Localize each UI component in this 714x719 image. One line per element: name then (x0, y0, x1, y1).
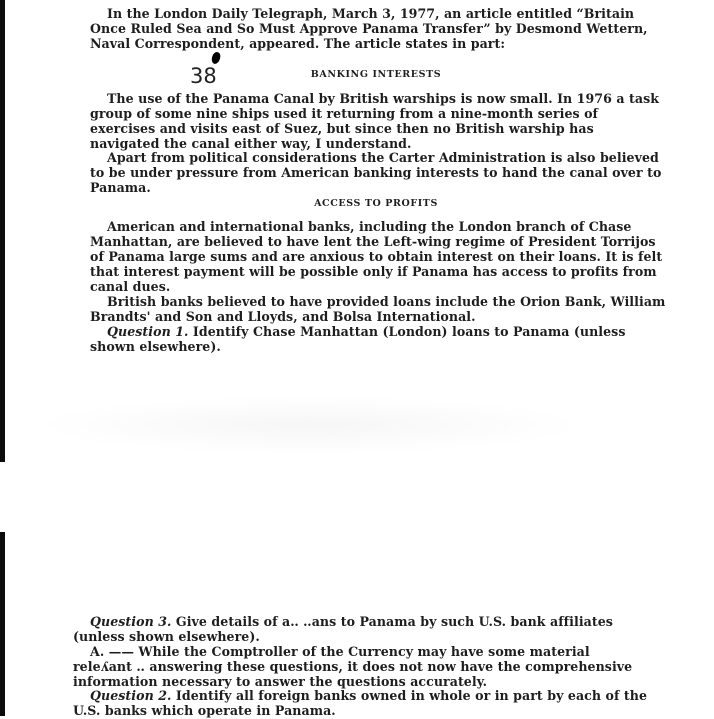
paragraph-british-banks: British banks believed to have provided loans include the Orion Bank, William Brandts' and Son and Lloyds, and Bolsa International. (90, 294, 666, 324)
question-1-label: Question 1. (107, 324, 189, 339)
scan-edge-top (0, 0, 5, 462)
question-2-label: Question 2. (90, 688, 172, 703)
paragraph-warships: The use of the Panama Canal by British warships is now small. In 1976 a task group of some nine ships used it returning from a nine-month series of exercises and visits east of Suez, but since then no British warship has navigated the canal either way, I understand. (90, 91, 659, 151)
question-3-label: Question 3. (90, 614, 172, 629)
question-1 (90, 325, 666, 355)
question-3 (73, 615, 651, 645)
paragraph-american-banks: American and international banks, including the London branch of Chase Manhattan, are believed to have lent the Left-wing regime of President Torrijos of Panama large sums and are anxious to obtain interest on their loans. It is felt that interest payment will be possible only if Panama has access to profits from canal dues. (90, 219, 663, 294)
scan-edge-bottom (0, 532, 5, 716)
paragraph-carter-administration: Apart from political considerations the Carter Administration is also believed to be under pressure from American banking interests to hand the canal over to Panama. (90, 150, 662, 195)
intro-paragraph: In the London Daily Telegraph, March 3, 1977, an article entitled “Britain Once Ruled Sea and So Must Approve Panama Transfer” by Desmond Wettern, Naval Correspondent, appeared. The article states in part: (90, 6, 648, 51)
question-2-text: Identify all foreign banks owned in whole or in part by each of the U.S. banks which operate in Panama. (73, 688, 648, 718)
answer-paragraph: A. —— While the Comptroller of the Currency may have some material releʎant ‥ answering these questions, it does not now have the comprehensive information necessary to answer the questions accurately. (73, 644, 633, 689)
question-1-text: Identify Chase Manhattan (London) loans to Panama (unless shown elsewhere). (90, 324, 626, 354)
handwritten-page-marker: 38 (190, 64, 217, 88)
question-3-text: Give details of a‥ ‥ans to Panama by such U.S. bank affiliates (unless shown elsewhere). (73, 614, 613, 644)
ink-blot (210, 51, 221, 65)
section-heading-access-to-profits: ACCESS TO PROFITS (314, 198, 438, 209)
bleed-through-shadow (30, 395, 590, 455)
section-heading-banking-interests: BANKING INTERESTS (310, 69, 442, 80)
question-2 (73, 689, 651, 719)
